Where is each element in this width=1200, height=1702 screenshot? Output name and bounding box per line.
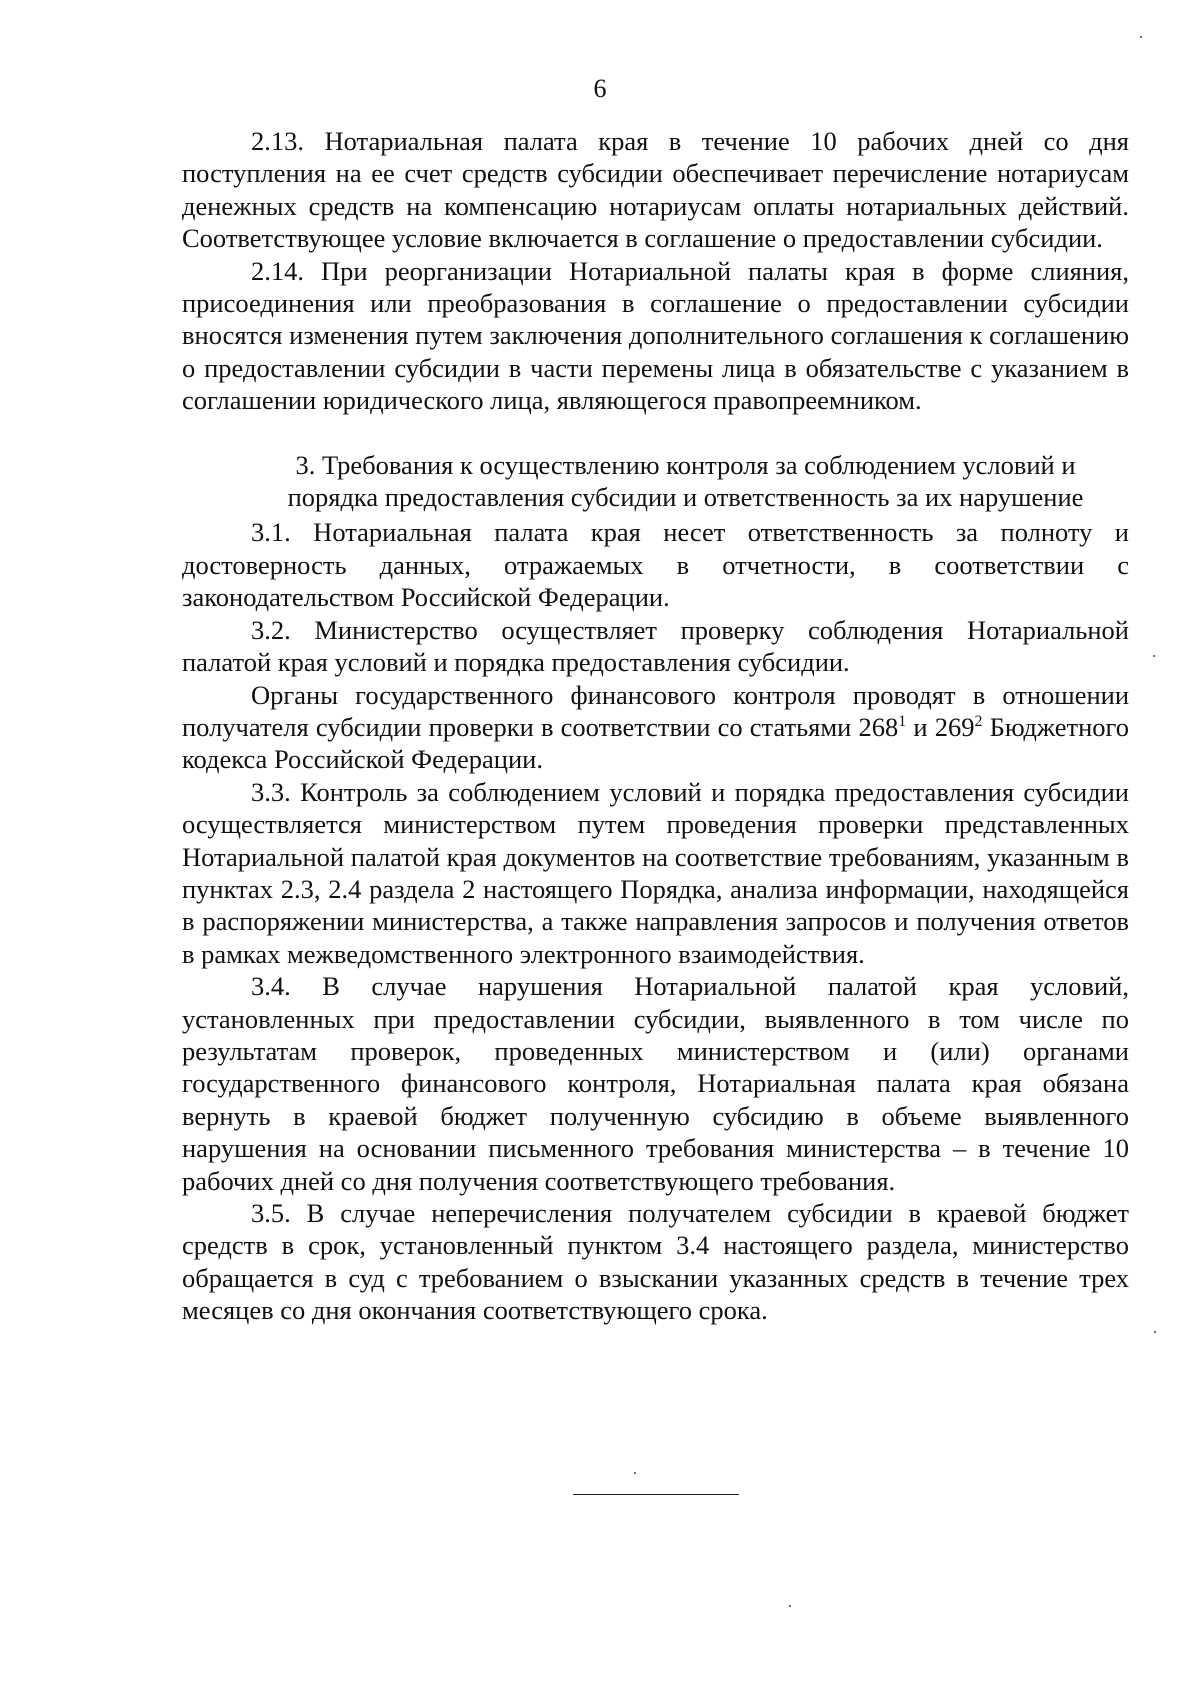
scan-speck [1140,36,1142,38]
section-3-heading-line-1: 3. Требования к осуществлению контроля за соблюдением условий и [295,449,1076,480]
page-number: 6 [593,74,607,103]
section-3-heading-line-2: порядка предоставления субсидии и ответственность за их нарушение [287,482,1084,513]
superscript-2: 2 [974,713,983,731]
section-3-heading [182,449,1129,514]
document-body [182,125,1129,1327]
superscript-1: 1 [898,713,907,731]
paragraph-2-13: 2.13. Нотариальная палата края в течение 10 рабочих дней со дня поступления на ее счет средств субсидии обеспечивает перечисление нотариусам денежных средств на компенсацию нотариусам оплаты нотариальных действий. Соответствующее условие включается в соглашение о предоставлении субсидии. [182,126,1129,254]
paragraph-3-1: 3.1. Нотариальная палата края несет ответственность за полноту и достоверность данных, отражаемых в отчетности, в соответствии с законодательством Российской Федерации. [182,517,1129,613]
scan-speck [1153,655,1155,657]
scan-speck [789,1605,791,1607]
paragraph-3-2-control-bodies [182,679,1129,776]
paragraph-3-3: 3.3. Контроль за соблюдением условий и порядка предоставления субсидии осуществляется министерством путем проведения проверки представленных Нотариальной палатой края документов на соответствие требованиям, указанным в пунктах 2.3, 2.4 раздела 2 настоящего Порядка, анализа информации, находящейся в распоряжении министерства, а также направления запросов и получения ответов в рамках межведомственного электронного взаимодействия. [182,776,1129,969]
paragraph-3-5: 3.5. В случае неперечисления получателем субсидии в краевой бюджет средств в срок, установленный пунктом 3.4 настоящего раздела, министерство обращается в суд с требованием о взыскании указанных средств в течение трех месяцев со дня окончания соответствующего срока. [182,1198,1129,1326]
paragraph-3-4: 3.4. В случае нарушения Нотариальной палатой края условий, установленных при предоставлении субсидии, выявленного в том числе по результатам проверок, проведенных министерством и (или) органами государственного финансового контроля, Нотариальная палата края обязана вернуть в краевой бюджет полученную субсидию в объеме выявленного нарушения на основании письменного требования министерства – в течение 10 рабочих дней со дня получения соответствующего требования. [182,971,1129,1196]
paragraph-3-2-text-3: Бюджетного кодекса Российской Федерации. [182,711,1129,775]
scan-speck [1154,1331,1156,1333]
end-of-document-line [573,1494,739,1495]
paragraph-3-2: 3.2. Министерство осуществляет проверку соблюдения Нотариальной палатой края условий и порядка предоставления субсидии. [182,614,1129,678]
paragraph-3-2-text-1: Органы государственного финансового контроля проводят в отношении получателя субсидии проверки в соответствии со статьями 268 [182,679,1129,742]
paragraph-3-2-text-2: и 269 [906,711,975,742]
paragraph-2-14: 2.14. При реорганизации Нотариальной палаты края в форме слияния, присоединения или преобразования в соглашение о предоставлении субсидии вносятся изменения путем заключения дополнительного соглашения к соглашению о предоставлении субсидии в части перемены лица в обязательстве с указанием в соглашении юридического лица, являющегося правопреемником. [182,255,1129,416]
scan-speck [634,1472,636,1474]
